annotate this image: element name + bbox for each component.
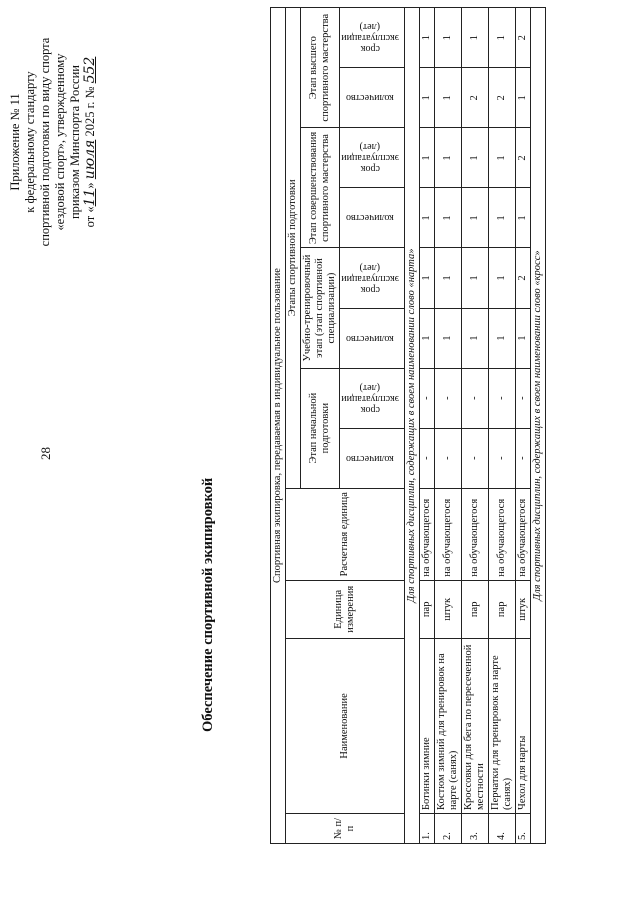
row-value: 1 (489, 8, 516, 68)
term-header: срок эксплуатации (лет) (340, 248, 405, 308)
row-unit: пар (489, 580, 516, 638)
row-calc: на обучающегося (420, 488, 435, 580)
appendix-date-line: от «11» июля 2025 г. № 552 (82, 56, 98, 228)
row-value: - (489, 428, 516, 488)
row-value: 2 (462, 68, 489, 128)
row-name: Кроссовки для бега по пересеченной местности (462, 638, 489, 813)
handwritten-number: 552 (82, 56, 98, 84)
column-header-num: № п/п (286, 813, 405, 843)
qty-header: количество (340, 308, 405, 368)
table-row (489, 8, 516, 844)
row-value: 1 (420, 128, 435, 188)
row-value: 1 (435, 308, 462, 368)
row-value: 2 (516, 248, 531, 308)
term-header: срок эксплуатации (лет) (340, 128, 405, 188)
row-value: - (435, 428, 462, 488)
qty-header: количество (340, 68, 405, 128)
appendix-line: к федеральному стандарту (23, 71, 37, 213)
row-value: - (420, 368, 435, 428)
row-num: 1. (420, 813, 435, 843)
row-value: 1 (435, 8, 462, 68)
row-unit: пар (462, 580, 489, 638)
row-value: 1 (516, 308, 531, 368)
row-name: Ботинки зимние (420, 638, 435, 813)
table-row (462, 8, 489, 844)
appendix-line: спортивной подготовки по виду спорта (38, 37, 52, 247)
row-value: 1 (462, 308, 489, 368)
term-header: срок эксплуатации (лет) (340, 368, 405, 428)
section-header: Для спортивных дисциплин, содержащих в своем наименовании слово «кросс» (531, 8, 546, 844)
row-unit: штук (435, 580, 462, 638)
row-value: 1 (489, 188, 516, 248)
row-value: 1 (462, 128, 489, 188)
stage-header: Этап высшего спортивного мастерства (301, 8, 340, 128)
row-value: - (516, 428, 531, 488)
row-value: 1 (516, 188, 531, 248)
stage-header: Этап начальной подготовки (301, 368, 340, 488)
handwritten-day: 11 (82, 188, 98, 207)
row-num: 3. (462, 813, 489, 843)
row-value: 1 (420, 188, 435, 248)
row-value: - (516, 368, 531, 428)
row-value: 1 (462, 248, 489, 308)
appendix-header (8, 2, 98, 282)
row-value: 1 (435, 188, 462, 248)
row-value: - (462, 428, 489, 488)
row-value: - (489, 368, 516, 428)
qty-header: количество (340, 188, 405, 248)
stages-header: Этапы спортивной подготовки (286, 8, 301, 489)
row-name: Перчатки для тренировок на нарте (санях) (489, 638, 516, 813)
section-header: Для спортивных дисциплин, содержащих в своем наименовании слово «нарта» (405, 8, 420, 844)
handwritten-month: июля (82, 139, 98, 180)
stage-header: Учебно-тренировочный этап (этап спортивной специализации) (301, 248, 340, 368)
page-number: 28 (38, 447, 53, 460)
appendix-line: Приложение № 11 (8, 93, 22, 191)
row-value: 1 (462, 188, 489, 248)
row-value: 1 (420, 248, 435, 308)
table-group-title: Спортивная экипировка, передаваемая в индивидуальное пользование (271, 8, 286, 844)
appendix-line: приказом Минспорта России (68, 65, 82, 220)
table-row (435, 8, 462, 844)
row-num: 5. (516, 813, 531, 843)
table-row (420, 8, 435, 844)
table-row (516, 8, 531, 844)
stage-header: Этап совершенствования спортивного мастерства (301, 128, 340, 248)
row-value: 1 (516, 68, 531, 128)
row-value: 1 (489, 308, 516, 368)
row-value: 1 (462, 8, 489, 68)
row-value: 1 (489, 248, 516, 308)
row-value: 1 (435, 68, 462, 128)
row-num: 4. (489, 813, 516, 843)
row-num: 2. (435, 813, 462, 843)
row-calc: на обучающегося (462, 488, 489, 580)
appendix-line: «ездовой спорт», утвержденному (53, 53, 67, 231)
qty-header: количество (340, 428, 405, 488)
row-value: - (435, 368, 462, 428)
row-unit: штук (516, 580, 531, 638)
row-value: - (462, 368, 489, 428)
row-unit: пар (420, 580, 435, 638)
row-value: 1 (420, 8, 435, 68)
row-calc: на обучающегося (435, 488, 462, 580)
row-value: 1 (420, 308, 435, 368)
row-name: Костюм зимний для тренировок на нарте (санях) (435, 638, 462, 813)
row-value: 2 (516, 8, 531, 68)
equipment-table (270, 7, 546, 844)
row-calc: на обучающегося (516, 488, 531, 580)
row-name: Чехол для нарты (516, 638, 531, 813)
row-calc: на обучающегося (489, 488, 516, 580)
row-value: 1 (489, 128, 516, 188)
row-value: - (420, 428, 435, 488)
row-value: 2 (516, 128, 531, 188)
page-title: Обеспечение спортивной экипировкой (200, 477, 216, 732)
row-value: 1 (420, 68, 435, 128)
row-value: 1 (435, 128, 462, 188)
term-header: срок эксплуатации (лет) (340, 8, 405, 68)
row-value: 1 (435, 248, 462, 308)
column-header-calc: Расчетная единица (286, 488, 405, 580)
column-header-unit: Единица измерения (286, 580, 405, 638)
column-header-name: Наименование (286, 638, 405, 813)
row-value: 2 (489, 68, 516, 128)
